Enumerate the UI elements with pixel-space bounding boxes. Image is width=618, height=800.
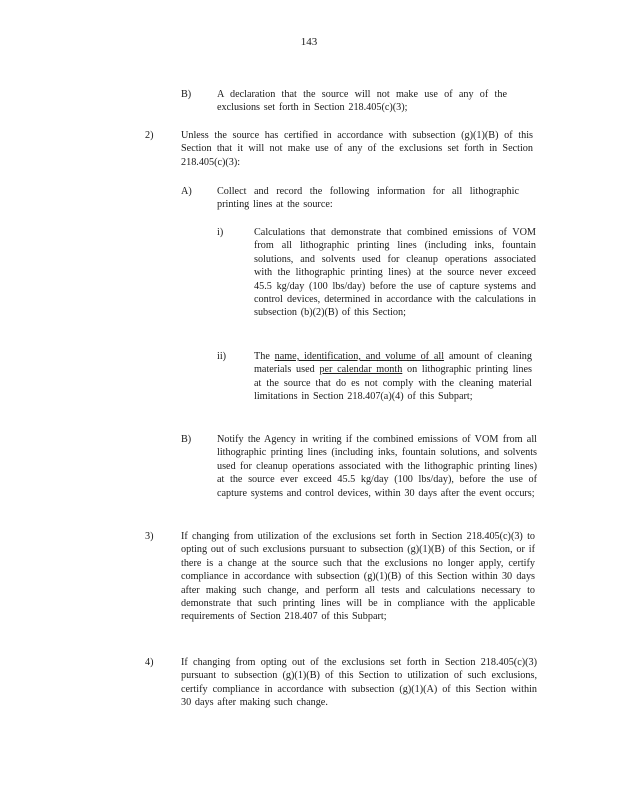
item-2a-ii-label: ii) xyxy=(217,351,227,362)
item-2a-ii-u1: name, identification, and volume of all xyxy=(274,351,445,362)
item-b1-label: B) xyxy=(181,89,192,100)
item-2a-i-text: Calculations that demonstrate that combined emissions of VOM from all lithographic printing lines (including inks, fountain solutions, and solvents used for cleanup operations associated with the lithographic printing lines) at the source never exceed 45.5 kg/day (100 lbs/day) before the use of capture systems and control devices, determined in accordance with the calculations in subsection (b)(2)(B) of this Section; xyxy=(254,227,536,319)
item-2a-ii-text xyxy=(254,350,532,404)
item-2a-ii-u2: per calendar month xyxy=(319,364,403,376)
item-2b-text: Notify the Agency in writing if the combined emissions of VOM from all lithographic printing lines (including inks, fountain solutions, and solvents used for cleanup operations associated with the lithographic printing lines) at the source ever exceed 45.5 kg/day (100 lbs/day), before the use of capture systems and control devices, within 30 days after the event occurs; xyxy=(217,434,537,499)
item-2a-ii-t1: The xyxy=(254,351,275,362)
item-4-label: 4) xyxy=(145,657,154,668)
item-3-text: If changing from utilization of the exclusions set forth in Section 218.405(c)(3) to opting out of such exclusions pursuant to subsection (g)(1)(B) of this Section, or if there is a change at the source such that the exclusions no longer apply, certify compliance in accordance with subsection (g)(1)(B) of this Section within 30 days after making such change, and perform all tests and calculations necessary to demonstrate that such printing lines will be in compliance with the applicable requirements of Section 218.407 of this Subpart; xyxy=(181,531,535,623)
item-2a-label: A) xyxy=(181,186,192,197)
item-2a-i-label: i) xyxy=(217,227,224,238)
item-4-text: If changing from opting out of the exclusions set forth in Section 218.405(c)(3) pursuant to subsection (g)(1)(B) of this Section to utilization of such exclusions, certify compliance in accordance with subsection (g)(1)(A) of this Section within 30 days after making such change. xyxy=(181,657,537,709)
item-2-text: Unless the source has certified in accordance with subsection (g)(1)(B) of this Section that it will not make use of any of the exclusions set forth in Section 218.405(c)(3): xyxy=(181,130,533,168)
item-b1-text: A declaration that the source will not make use of any of the exclusions set forth in Section 218.405(c)(3); xyxy=(217,89,507,114)
item-3-label: 3) xyxy=(145,531,154,542)
item-2-label: 2) xyxy=(145,130,154,141)
page-number: 143 xyxy=(300,36,318,48)
item-2b-label: B) xyxy=(181,434,192,445)
item-2a-ii-t3: on lithographic printing lines at the source that do es not comply with the cleaning material limitations in Section 218.407(a)(4) of this Subpart; xyxy=(254,364,532,403)
item-2a-ii-t2: amount of cleaning materials used xyxy=(254,351,532,376)
item-2a-text: Collect and record the following information for all lithographic printing lines at the source: xyxy=(217,186,519,211)
